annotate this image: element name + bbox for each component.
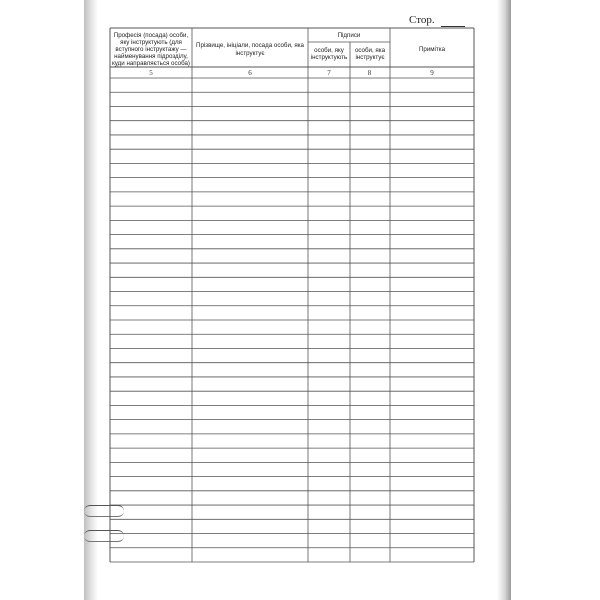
- col-number-9: 9: [430, 69, 434, 77]
- col-header-profession-text: Професія (посада) особи, яку інструктують (для вступного інструктажу — найменування підрозділу, куди направляється особа): [112, 31, 190, 68]
- col-header-signatures-text: Підписи: [337, 32, 361, 40]
- col-header-sig-instructed: [310, 43, 348, 65]
- table-grid: [98, 0, 497, 600]
- col-header-sig-instructor: [351, 43, 389, 65]
- journal-page: [98, 0, 497, 600]
- col-header-sig-instructed-text: особи, яку інструктують: [310, 46, 348, 61]
- scan-shadow-right: [497, 0, 511, 600]
- col-number-8: 8: [367, 69, 372, 77]
- col-number-7: 7: [327, 69, 331, 77]
- col-header-instructor-text: Прізвище, ініціали, посада особи, яка інструктує: [196, 42, 304, 57]
- page-number-label: Стор.: [409, 14, 435, 26]
- col-header-instructor: [194, 32, 306, 67]
- col-number-5: 5: [149, 69, 153, 77]
- col-header-note-text: Примітка: [418, 45, 446, 53]
- col-header-note: [392, 32, 472, 67]
- col-header-profession: [112, 32, 190, 67]
- col-header-signatures: [310, 30, 388, 42]
- col-number-6: 6: [248, 69, 252, 77]
- col-header-sig-instructor-text: особи, яка інструктує: [354, 46, 386, 61]
